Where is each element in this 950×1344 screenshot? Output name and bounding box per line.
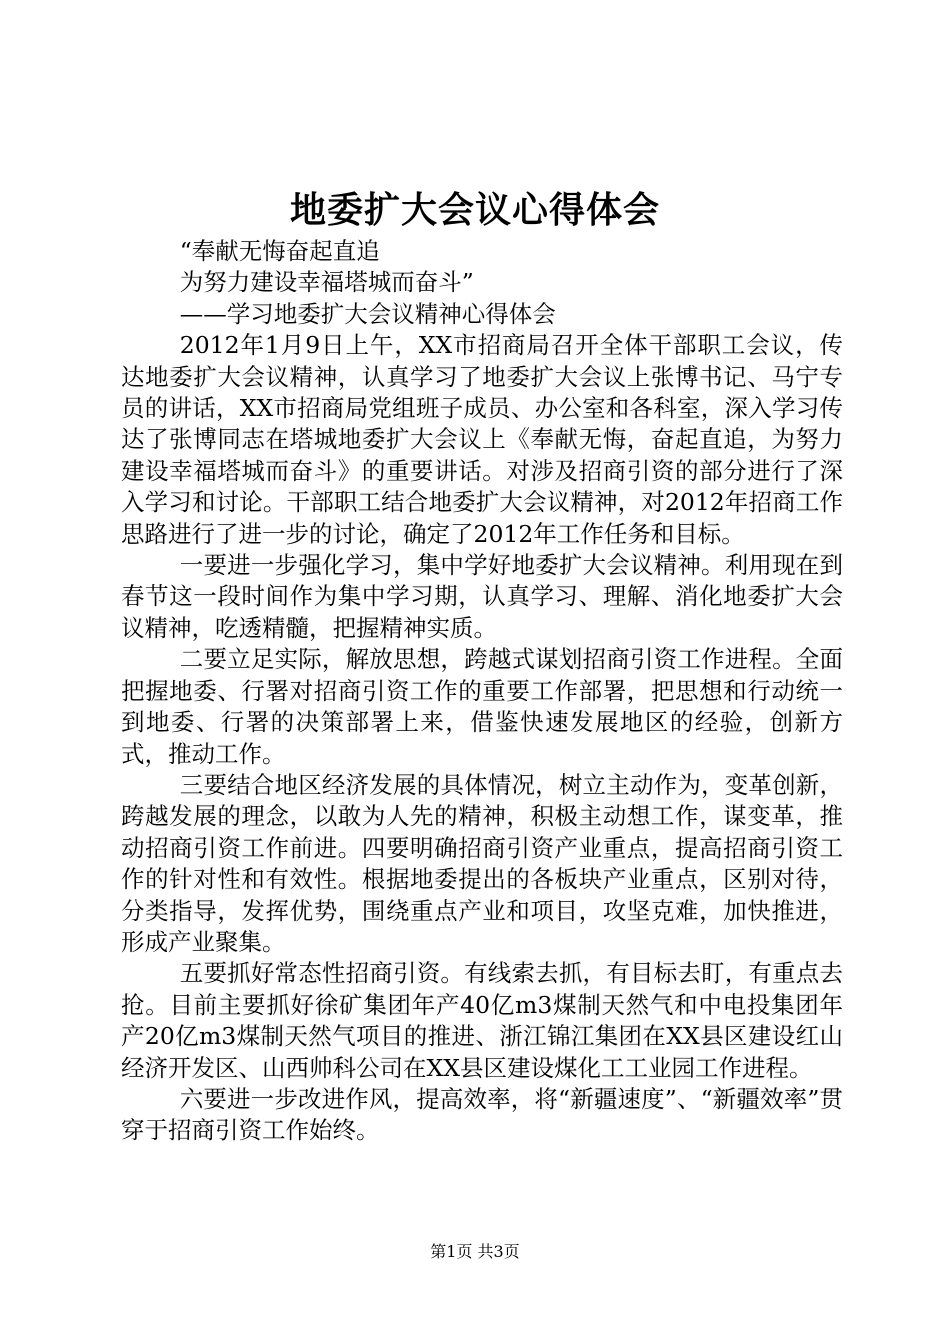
subtitle-line-2: 为努力建设幸福塔城而奋斗” [179,268,474,297]
paragraph: 二要立足实际，解放思想，跨越式谋划招商引资工作进程。全面把握地委、行署对招商引资工作的重要工作部署，把思想和行动统一到地委、行署的决策部署上来，借鉴快速发展地区的经验，创新方式，推动工作。 [121,645,843,768]
document-body [121,236,843,1147]
paragraph: 2012年1月9日上午，XX市招商局召开全体干部职工会议，传达地委扩大会议精神，认真学习了地委扩大会议上张博书记、马宁专员的讲话，XX市招商局党组班子成员、办公室和各科室，深入学习传达了张博同志在塔城地委扩大会议上《奉献无悔，奋起直追，为努力建设幸福塔城而奋斗》的重要讲话。对涉及招商引资的部分进行了深入学习和讨论。干部职工结合地委扩大会议精神，对2012年招商工作思路进行了进一步的讨论，确定了2012年工作任务和目标。 [121,331,843,548]
subtitle-line-3: ——学习地委扩大会议精神心得体会 [179,299,556,328]
subtitle-line-1: “奉献无悔奋起直追 [179,237,380,265]
paragraph: 三要结合地区经济发展的具体情况，树立主动作为，变革创新，跨越发展的理念，以敢为人先的精神，积极主动想工作，谋变革，推动招商引资工作前进。四要明确招商引资产业重点，提高招商引资工作的针对性和有效性。根据地委提出的各板块产业重点，区别对待，分类指导，发挥优势，围绕重点产业和项目，攻坚克难，加快推进，形成产业聚集。 [121,770,843,956]
document-title: 地委扩大会议心得体会 [289,189,660,231]
page-footer: 第1页 共3页 [430,1242,520,1261]
paragraph: 六要进一步改进作风，提高效率，将“新疆速度”、“新疆效率”贯穿于招商引资工作始终。 [121,1084,843,1145]
paragraph: 五要抓好常态性招商引资。有线索去抓，有目标去盯，有重点去抢。目前主要抓好徐矿集团年产40亿m3煤制天然气和中电投集团年产20亿m3煤制天然气项目的推进、浙江锦江集团在XX县区建设红山经济开发区、山西帅科公司在XX县区建设煤化工工业园工作进程。 [121,959,843,1082]
paragraph: 一要进一步强化学习，集中学好地委扩大会议精神。利用现在到春节这一段时间作为集中学习期，认真学习、理解、消化地委扩大会议精神，吃透精髓，把握精神实质。 [121,551,843,642]
